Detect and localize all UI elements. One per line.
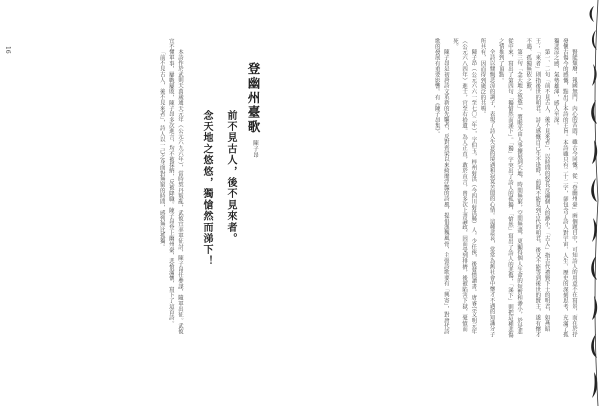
poem-line: 前不見古人，後不見來者。 bbox=[225, 110, 236, 245]
poem-text bbox=[192, 110, 242, 330]
paragraph: 全詩以慷慨悲涼的調子，表現了詩人失意的境遇和寂寞苦悶的心情。這種悲哀，常常為舊社會中懷才不遇的知識分子所共有，因而得到廣泛的共鳴。 bbox=[479, 38, 495, 337]
floral-border-ornament bbox=[584, 0, 600, 406]
paragraph: 賢能頹廢，報國無門，內心的苦悶，雖古今同慨。從「登幽州臺」兩個題目中，可知詩人的用意不在寫景，而在於抒發懷古傷今的感慨，點出了本詩的主旨。本詩雖只有二十二字，卻包含了詩人對宇宙、人生、歷史的深刻思考，充滿了孤獨悲涼之感，氣勢雄渾，感人至深。 bbox=[552, 38, 577, 338]
poem-line: 念天地之悠悠，獨愴然而涕下！ bbox=[201, 110, 212, 267]
commentary-right bbox=[263, 38, 578, 338]
paragraph: 「前不見古人，後不見來者」，詩人以一己之身面對無窮的時間，感到無比孤獨。 bbox=[158, 48, 165, 250]
paragraph: 陳子昂（公元六六一至七〇二年），字伯玉，梓州射洪（今四川射洪縣）人。少任俠，後發憤讀書。唐睿宗文明元年（公元六八四年）進士，官至右拾遺。為人正直，敢於直言，曾多次上書論政，因而受到排擠，後被陷害下獄，憂憤而死。 bbox=[451, 38, 477, 335]
paragraph: 第三句「念天地之悠悠」，將眼光由人事擴展到天地，時間無窮，空間無盡，更顯得個人生命的短暫和渺小，於是悲從中來，寫出了第四句「獨愴然而涕下」。「獨」字突出了詩人的孤獨，「愴然」寫出了詩人的悲傷，「涕下」則把這種悲傷之情推到了頂點。 bbox=[497, 38, 523, 338]
poem-title: 登幽州臺歌 bbox=[246, 62, 261, 135]
paragraph: 第一、二句「前不見古人，後不見來者」，以時間的悠長反襯個人的渺小。「古人」指古代禮賢下士的明君，如燕昭王；「來者」則指後世的明君。詩人感慨自己生不逢時，前既不能見到古代的明君，後又不能等到後世的賢主，遂有懷才不遇、孤獨無依之歎。 bbox=[525, 38, 550, 338]
page-number: 16 bbox=[4, 46, 11, 54]
paragraph: 本詩作於武則天萬歲通天元年（公元六九六年），當時契丹叛亂，武攸宜率軍征討，陳子昂任參謀，隨軍出征。武攸宜不懂軍事，屢戰屢敗，陳子昂多次進言，均不被採納，反被降職。陳子昂登上幽州臺，悲憤滿懷，寫下了這首詩。 bbox=[167, 38, 183, 335]
paragraph: 陳子昂是初唐詩文革新的先驅者，反對齊梁以來綺靡浮豔的詩風，提倡漢魏風骨，主張詩歌要有「興寄」，對唐代詩歌的發展有重要影響。有《陳子昂集》。 bbox=[433, 38, 449, 335]
poem-author: 陳子昂 bbox=[252, 140, 258, 158]
commentary-left bbox=[14, 38, 184, 338]
